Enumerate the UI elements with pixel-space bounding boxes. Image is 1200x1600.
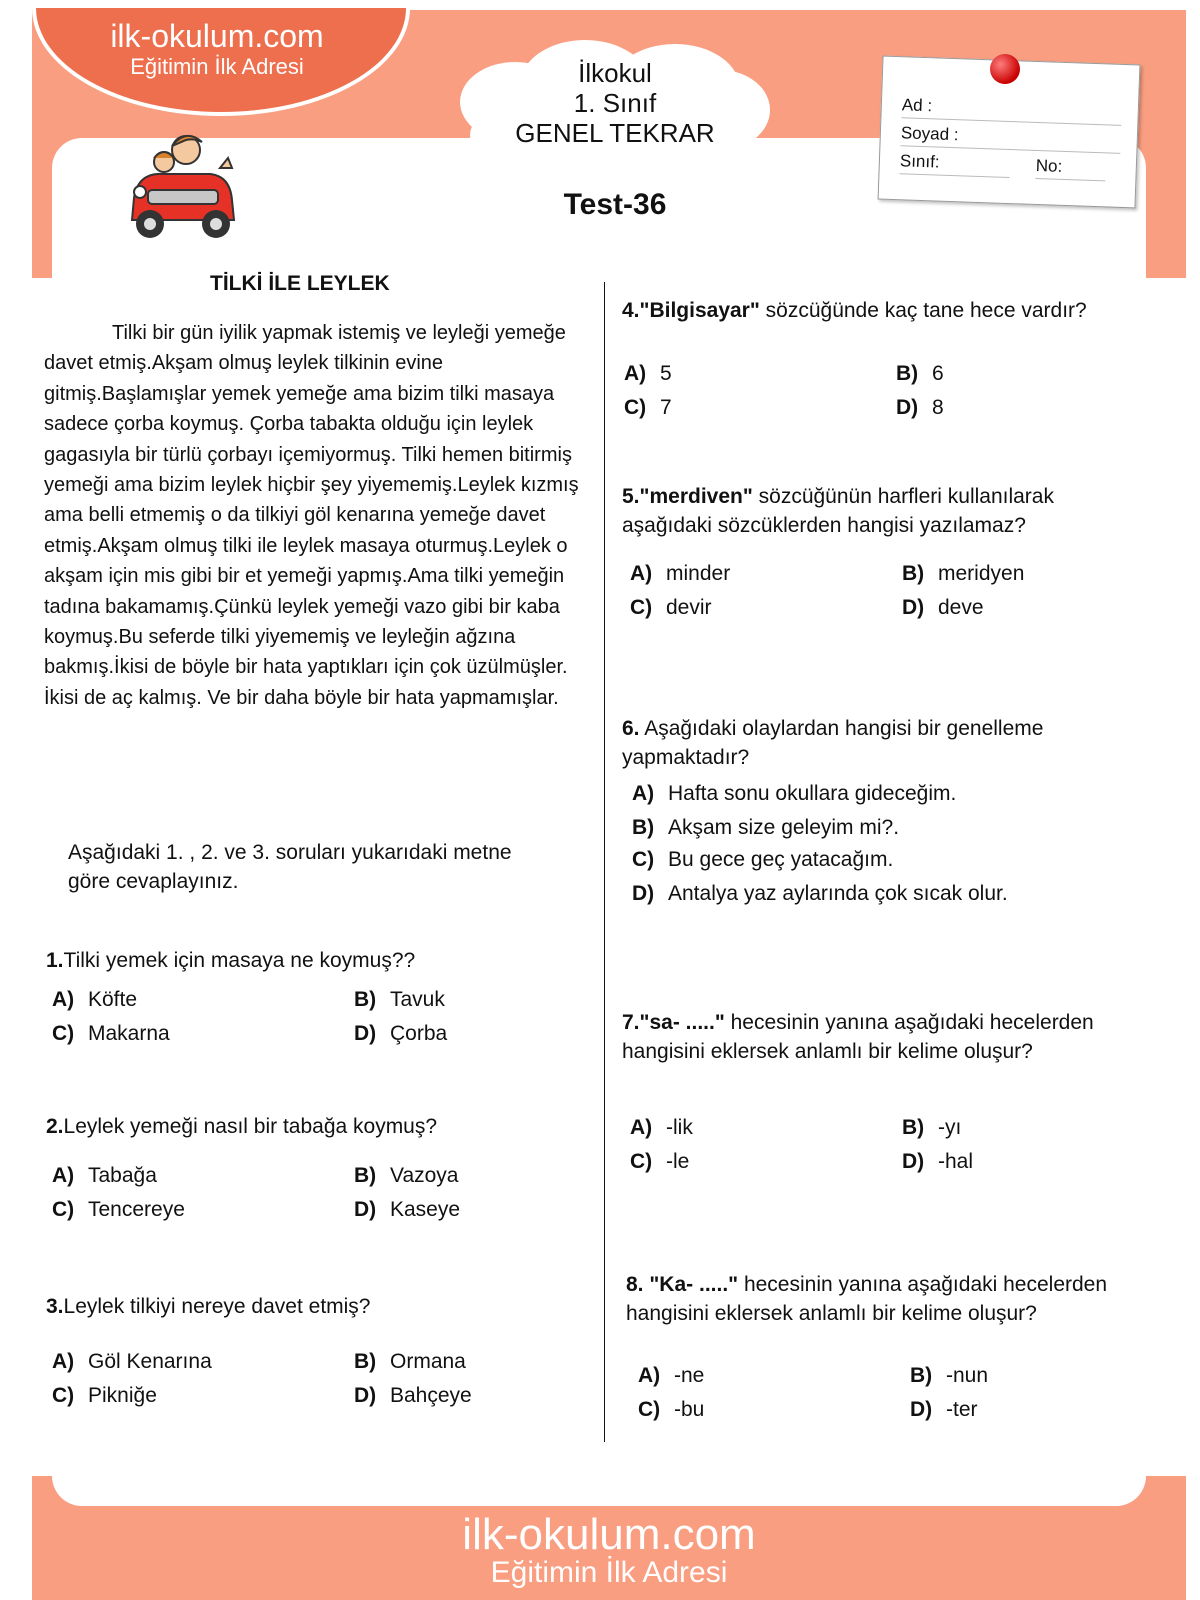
instruction-text: Aşağıdaki 1. , 2. ve 3. soruları yukarıdaki metne göre cevaplayınız. <box>68 841 512 893</box>
subject-title: GENEL TEKRAR <box>515 118 715 148</box>
q3-option-d[interactable]: D) Bahçeye <box>354 1384 472 1407</box>
q7-option-c[interactable]: C) -le <box>630 1150 690 1173</box>
q7-option-b[interactable]: B) -yı <box>902 1116 962 1139</box>
q1-option-b[interactable]: B) Tavuk <box>354 988 445 1011</box>
q3-option-c[interactable]: C) Pikniğe <box>52 1384 157 1407</box>
grade-level: 1. Sınıf <box>573 88 657 118</box>
q7-option-a[interactable]: A) -lik <box>630 1116 693 1139</box>
question-6: 6. Aşağıdaki olaylardan hangisi bir genelleme yapmaktadır? <box>622 717 1044 769</box>
q1-option-d[interactable]: D) Çorba <box>354 1022 448 1045</box>
site-logo-title[interactable]: ilk-okulum.com <box>110 18 324 54</box>
card-class-label: Sınıf: <box>899 151 940 172</box>
car-cartoon-icon <box>124 128 244 248</box>
q4-option-d[interactable]: D) 8 <box>896 396 944 419</box>
q2-option-d[interactable]: D) Kaseye <box>354 1198 461 1221</box>
pushpin-icon <box>990 54 1020 84</box>
q3-option-b[interactable]: B) Ormana <box>354 1350 466 1373</box>
footer-slogan: Eğitimin İlk Adresi <box>490 1556 728 1589</box>
card-surname-label: Soyad : <box>900 123 959 145</box>
q2-option-a[interactable]: A) Tabağa <box>52 1164 157 1187</box>
card-number-line[interactable] <box>1035 178 1105 181</box>
question-4: 4."Bilgisayar" sözcüğünde kaç tane hece vardır? <box>622 299 1087 322</box>
question-8: 8. "Ka- ....." hecesinin yanına aşağıdaki hecelerden hangisini eklersek anlamlı bir kelime oluşur? <box>626 1273 1108 1325</box>
site-logo-slogan: Eğitimin İlk Adresi <box>130 54 304 79</box>
q2-option-c[interactable]: C) Tencereye <box>52 1198 185 1221</box>
story-title: TİLKİ İLE LEYLEK <box>210 272 390 295</box>
q1-option-a[interactable]: A) Köfte <box>52 988 138 1011</box>
q5-option-c[interactable]: C) devir <box>630 596 712 619</box>
q6-option-c[interactable]: C) Bu gece geç yatacağım. <box>632 848 894 871</box>
q4-option-a[interactable]: A) 5 <box>624 362 672 385</box>
q6-option-a[interactable]: A) Hafta sonu okullara gideceğim. <box>632 782 957 805</box>
q6-option-d[interactable]: D) Antalya yaz aylarında çok sıcak olur. <box>632 882 1008 905</box>
q8-option-c[interactable]: C) -bu <box>638 1398 705 1421</box>
q4-option-c[interactable]: C) 7 <box>624 396 672 419</box>
story-text <box>44 318 604 713</box>
q5-option-b[interactable]: B) meridyen <box>902 562 1025 585</box>
question-2: 2.Leylek yemeği nasıl bir tabağa koymuş? <box>46 1115 438 1138</box>
q4-option-b[interactable]: B) 6 <box>896 362 944 385</box>
question-3: 3.Leylek tilkiyi nereye davet etmiş? <box>46 1295 371 1318</box>
q1-option-c[interactable]: C) Makarna <box>52 1022 170 1045</box>
card-class-line[interactable] <box>899 173 1009 178</box>
q8-option-b[interactable]: B) -nun <box>910 1364 989 1387</box>
question-5: 5."merdiven" sözcüğünün harfleri kullanılarak aşağıdaki sözcüklerden hangisi yazılamaz? <box>622 485 1054 537</box>
q5-option-d[interactable]: D) deve <box>902 596 984 619</box>
card-name-label: Ad : <box>901 95 933 116</box>
card-number-label: No: <box>1035 155 1063 176</box>
story-paragraph: Tilki bir gün iyilik yapmak istemiş ve leyleği yemeğe davet etmiş.Akşam olmuş leylek tilkinin evine gitmiş.Başlamışlar yemek yemeğe ama bizim tilki masaya sadece çorba koymuş. Çorba tabakta olduğu için leylek gagasıyla bir türlü çorbayı içemiyormuş. Tilki hemen bitirmiş yemeği ama bizim leylek hiçbir şey yiyememiş.Leylek kızmış ama belli etmemiş o da tilkiyi göl kenarına yemeğe davet etmiş.Akşam olmuş tilki ile leylek masaya oturmuş.Leylek o akşam için mis gibi bir et yemeği yapmış.Ama tilki yemeğin tadına bakamamış.Çünkü leylek yemeği vazo gibi bir kaba koymuş.Bu seferde tilki yiyememiş ve leyleğin ağzına bakmış.İkisi de böyle bir hata yaptıkları için çok üzülmüşler. İkisi de aç kalmış. Ve bir daha böyle bir hata yapmamışlar. <box>44 322 579 709</box>
school-level: İlkokul <box>578 58 652 88</box>
q6-option-b[interactable]: B) Akşam size geleyim mi?. <box>632 816 900 839</box>
question-1: 1.Tilki yemek için masaya ne koymuş?? <box>46 949 416 972</box>
q5-option-a[interactable]: A) minder <box>630 562 731 585</box>
q8-option-d[interactable]: D) -ter <box>910 1398 978 1421</box>
q7-option-d[interactable]: D) -hal <box>902 1150 974 1173</box>
q3-option-a[interactable]: A) Göl Kenarına <box>52 1350 212 1373</box>
footer-inner <box>52 1476 1146 1506</box>
column-divider <box>604 282 605 1442</box>
q2-option-b[interactable]: B) Vazoya <box>354 1164 459 1187</box>
footer-site-title[interactable]: ilk-okulum.com <box>462 1510 756 1559</box>
test-title: Test-36 <box>563 188 667 221</box>
q8-option-a[interactable]: A) -ne <box>638 1364 705 1387</box>
question-7: 7."sa- ....." hecesinin yanına aşağıdaki hecelerden hangisini eklersek anlamlı bir kelime oluşur? <box>622 1011 1094 1063</box>
